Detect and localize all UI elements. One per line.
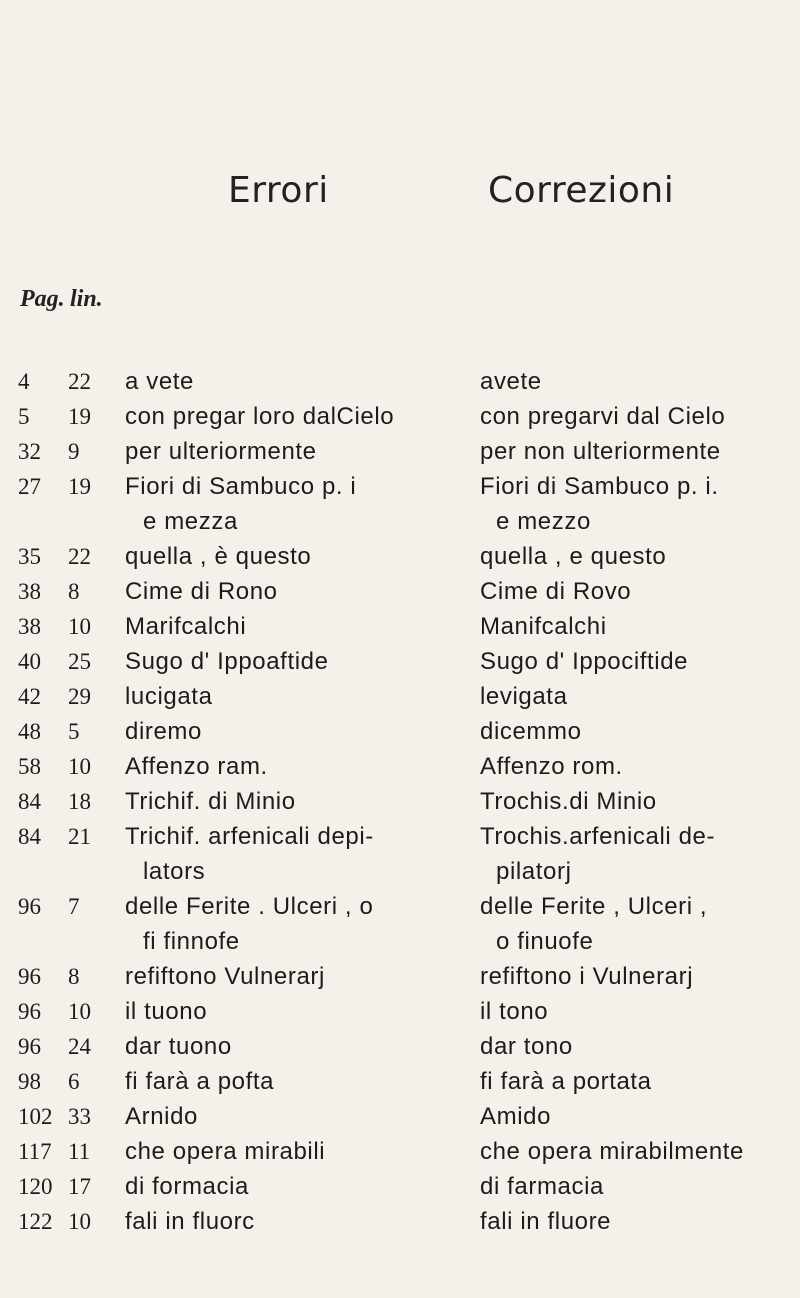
correction-text bbox=[480, 399, 795, 434]
line-number: 18 bbox=[68, 789, 91, 814]
table-row bbox=[0, 1169, 800, 1204]
correction-line: Trochis.di Minio bbox=[480, 788, 657, 815]
error-text bbox=[125, 1204, 450, 1239]
page-number: 27 bbox=[18, 474, 41, 499]
error-text bbox=[125, 1169, 450, 1204]
correction-text bbox=[480, 1204, 795, 1239]
correction-line: Amido bbox=[480, 1103, 552, 1130]
error-text bbox=[125, 574, 450, 609]
line-number: 8 bbox=[68, 964, 80, 989]
error-line-continued: fi finnofe bbox=[143, 928, 240, 955]
table-row bbox=[0, 714, 800, 749]
table-row bbox=[0, 574, 800, 609]
correction-line: quella , e questo bbox=[480, 543, 667, 570]
correction-line: avete bbox=[480, 368, 542, 395]
table-row bbox=[0, 679, 800, 714]
correction-text bbox=[480, 574, 795, 609]
table-row bbox=[0, 784, 800, 819]
error-text bbox=[125, 609, 450, 644]
line-column-header: lin. bbox=[70, 286, 103, 312]
correction-line: Fiori di Sambuco p. i. bbox=[480, 473, 719, 500]
table-row bbox=[0, 539, 800, 574]
line-number: 6 bbox=[68, 1069, 80, 1094]
page-number: 84 bbox=[18, 824, 41, 849]
error-text bbox=[125, 994, 450, 1029]
page-number: 38 bbox=[18, 579, 41, 604]
correction-line: fali in fluore bbox=[480, 1208, 612, 1235]
error-line: per ulteriormente bbox=[125, 438, 317, 465]
table-row bbox=[0, 1064, 800, 1099]
correction-line: il tono bbox=[480, 998, 549, 1025]
correction-line: fi farà a portata bbox=[480, 1068, 652, 1095]
error-line: dar tuono bbox=[125, 1033, 232, 1060]
error-text bbox=[125, 539, 450, 574]
error-line: di formacia bbox=[125, 1173, 249, 1200]
error-line: lucigata bbox=[125, 683, 213, 710]
table-row bbox=[0, 1029, 800, 1064]
correction-text bbox=[480, 714, 795, 749]
line-number: 21 bbox=[68, 824, 91, 849]
error-line: che opera mirabili bbox=[125, 1138, 326, 1165]
page-number: 48 bbox=[18, 719, 41, 744]
line-number: 8 bbox=[68, 579, 80, 604]
page-number: 4 bbox=[18, 369, 30, 394]
correction-text bbox=[480, 539, 795, 574]
correction-text bbox=[480, 679, 795, 714]
correction-line: levigata bbox=[480, 683, 568, 710]
table-row bbox=[0, 399, 800, 434]
line-number: 11 bbox=[68, 1139, 91, 1164]
correction-text bbox=[480, 889, 795, 959]
correction-line: di farmacia bbox=[480, 1173, 604, 1200]
correction-text bbox=[480, 434, 795, 469]
page-number: 120 bbox=[18, 1174, 53, 1199]
line-number: 9 bbox=[68, 439, 80, 464]
error-line: refiftono Vulnerarj bbox=[125, 963, 325, 990]
line-number: 10 bbox=[68, 1209, 91, 1234]
errors-heading: Errori bbox=[228, 170, 329, 211]
correction-text bbox=[480, 1064, 795, 1099]
table-row bbox=[0, 469, 800, 539]
line-number: 25 bbox=[68, 649, 91, 674]
error-line: Cime di Rono bbox=[125, 578, 278, 605]
page-number: 38 bbox=[18, 614, 41, 639]
error-text bbox=[125, 1029, 450, 1064]
correction-text bbox=[480, 994, 795, 1029]
error-text bbox=[125, 819, 450, 889]
page-number: 84 bbox=[18, 789, 41, 814]
error-text bbox=[125, 469, 450, 539]
page-number: 102 bbox=[18, 1104, 53, 1129]
line-number: 29 bbox=[68, 684, 91, 709]
page-number: 122 bbox=[18, 1209, 53, 1234]
correction-text bbox=[480, 819, 795, 889]
page-number: 58 bbox=[18, 754, 41, 779]
error-line: delle Ferite . Ulceri , o bbox=[125, 893, 374, 920]
line-number: 19 bbox=[68, 404, 91, 429]
page-number: 5 bbox=[18, 404, 30, 429]
error-text bbox=[125, 714, 450, 749]
error-line: il tuono bbox=[125, 998, 208, 1025]
correction-line: Trochis.arfenicali de- bbox=[480, 823, 716, 850]
correction-line-continued: e mezzo bbox=[496, 508, 591, 535]
page-number: 96 bbox=[18, 964, 41, 989]
table-row bbox=[0, 364, 800, 399]
correction-line-continued: pilatorj bbox=[496, 858, 572, 885]
correction-line: refiftono i Vulnerarj bbox=[480, 963, 694, 990]
page-number: 117 bbox=[18, 1139, 52, 1164]
page-number: 96 bbox=[18, 894, 41, 919]
page-number: 32 bbox=[18, 439, 41, 464]
line-number: 19 bbox=[68, 474, 91, 499]
line-number: 24 bbox=[68, 1034, 91, 1059]
page-number: 35 bbox=[18, 544, 41, 569]
correction-text bbox=[480, 1029, 795, 1064]
correction-text bbox=[480, 644, 795, 679]
table-row bbox=[0, 644, 800, 679]
correction-text bbox=[480, 1099, 795, 1134]
error-line: Affenzo ram. bbox=[125, 753, 268, 780]
correction-line: Affenzo rom. bbox=[480, 753, 623, 780]
line-number: 7 bbox=[68, 894, 80, 919]
correction-text bbox=[480, 749, 795, 784]
page-number: 96 bbox=[18, 1034, 41, 1059]
table-row bbox=[0, 994, 800, 1029]
table-row bbox=[0, 609, 800, 644]
error-line: Trichif. arfenicali depi- bbox=[125, 823, 374, 850]
error-text bbox=[125, 784, 450, 819]
table-row bbox=[0, 889, 800, 959]
error-text bbox=[125, 749, 450, 784]
line-number: 10 bbox=[68, 754, 91, 779]
line-number: 33 bbox=[68, 1104, 91, 1129]
error-text bbox=[125, 679, 450, 714]
error-text bbox=[125, 1064, 450, 1099]
error-text bbox=[125, 644, 450, 679]
error-text bbox=[125, 1099, 450, 1134]
errata-table bbox=[0, 364, 800, 1239]
corrections-heading: Correzioni bbox=[488, 170, 675, 211]
correction-line: Cime di Rovo bbox=[480, 578, 632, 605]
correction-line: per non ulteriormente bbox=[480, 438, 721, 465]
table-row bbox=[0, 959, 800, 994]
error-line: con pregar loro dalCielo bbox=[125, 403, 395, 430]
error-text bbox=[125, 434, 450, 469]
correction-line: Sugo d' Ippociftide bbox=[480, 648, 689, 675]
error-line: diremo bbox=[125, 718, 202, 745]
error-text bbox=[125, 364, 450, 399]
error-line: quella , è questo bbox=[125, 543, 312, 570]
error-text bbox=[125, 399, 450, 434]
correction-text bbox=[480, 609, 795, 644]
correction-line: dar tono bbox=[480, 1033, 573, 1060]
table-row bbox=[0, 1204, 800, 1239]
correction-text bbox=[480, 959, 795, 994]
error-line: Arnido bbox=[125, 1103, 198, 1130]
correction-line: con pregarvi dal Cielo bbox=[480, 403, 726, 430]
error-line-continued: e mezza bbox=[143, 508, 238, 535]
page-column-header: Pag. bbox=[20, 286, 65, 312]
error-line: Fiori di Sambuco p. i bbox=[125, 473, 357, 500]
error-line: Trichif. di Minio bbox=[125, 788, 296, 815]
error-line: Sugo d' Ippoaftide bbox=[125, 648, 329, 675]
table-row bbox=[0, 434, 800, 469]
correction-line: delle Ferite , Ulceri , bbox=[480, 893, 708, 920]
correction-line: dicemmo bbox=[480, 718, 582, 745]
error-text bbox=[125, 1134, 450, 1169]
line-number: 10 bbox=[68, 999, 91, 1024]
table-row bbox=[0, 1099, 800, 1134]
page-number: 98 bbox=[18, 1069, 41, 1094]
correction-text bbox=[480, 1134, 795, 1169]
line-number: 22 bbox=[68, 544, 91, 569]
page-number: 42 bbox=[18, 684, 41, 709]
correction-line: che opera mirabilmente bbox=[480, 1138, 744, 1165]
error-text bbox=[125, 889, 450, 959]
page-number: 40 bbox=[18, 649, 41, 674]
correction-line-continued: o finuofe bbox=[496, 928, 594, 955]
line-number: 5 bbox=[68, 719, 80, 744]
error-line: fali in fluorc bbox=[125, 1208, 255, 1235]
correction-text bbox=[480, 784, 795, 819]
page-number: 96 bbox=[18, 999, 41, 1024]
table-row bbox=[0, 819, 800, 889]
error-line: fi farà a pofta bbox=[125, 1068, 275, 1095]
correction-text bbox=[480, 1169, 795, 1204]
correction-text bbox=[480, 364, 795, 399]
error-line: Marifcalchi bbox=[125, 613, 247, 640]
table-row bbox=[0, 1134, 800, 1169]
error-line: a vete bbox=[125, 368, 194, 395]
correction-line: Manifcalchi bbox=[480, 613, 607, 640]
line-number: 17 bbox=[68, 1174, 91, 1199]
line-number: 22 bbox=[68, 369, 91, 394]
error-text bbox=[125, 959, 450, 994]
table-row bbox=[0, 749, 800, 784]
correction-text bbox=[480, 469, 795, 539]
error-line-continued: lators bbox=[143, 858, 206, 885]
line-number: 10 bbox=[68, 614, 91, 639]
